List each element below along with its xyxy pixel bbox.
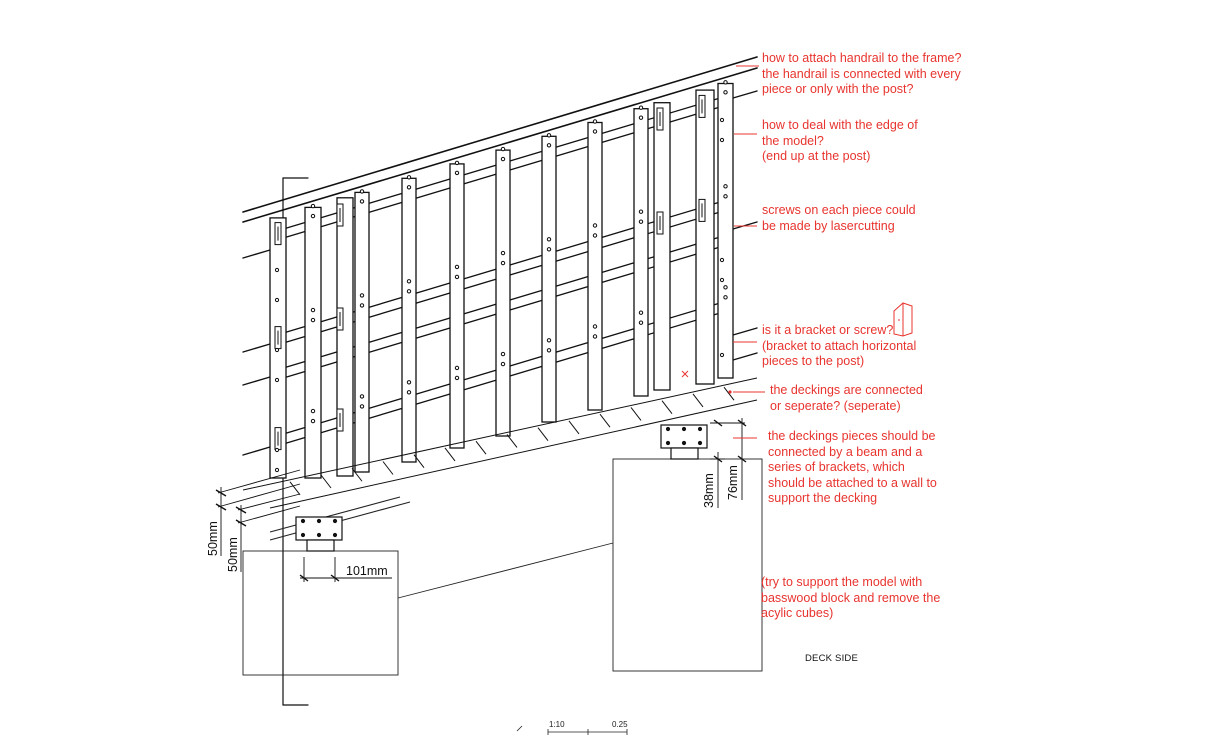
screw-hole: [407, 391, 410, 394]
screw-hole: [724, 185, 727, 188]
screw-hole: [547, 144, 550, 147]
screw-hole: [501, 352, 504, 355]
post: [337, 198, 353, 476]
screw-hole: [407, 381, 410, 384]
screw-hole: [724, 296, 727, 299]
screw-hole: [547, 339, 550, 342]
dim-76mm: 76mm: [726, 465, 740, 500]
screw-hole: [275, 378, 278, 381]
dim-ext-line: [238, 506, 300, 523]
note-model-edge: [762, 118, 918, 165]
dim-101mm: 101mm: [346, 564, 388, 578]
screw-hole: [407, 290, 410, 293]
note-line: basswood block and remove the: [761, 590, 941, 605]
note-line: the model?: [762, 133, 824, 148]
bolt-hole: [317, 519, 321, 523]
screw-hole: [501, 362, 504, 365]
decking-board-joint: [600, 414, 610, 427]
screw-hole: [407, 176, 410, 179]
decking-board-joint: [662, 401, 672, 414]
scale-label-left: 1:10: [549, 720, 565, 729]
screw-hole: [593, 120, 596, 123]
note-line: acylic cubes): [761, 606, 834, 621]
note-line: the handrail is connected with every: [762, 66, 961, 81]
decking-board-joint: [383, 461, 393, 474]
bolt-hole: [333, 519, 337, 523]
screw-hole: [639, 106, 642, 109]
screw-hole: [547, 238, 550, 241]
screw-hole: [639, 220, 642, 223]
screw-hole: [311, 409, 314, 412]
bolt-hole: [301, 533, 305, 537]
screw-hole: [407, 186, 410, 189]
dim-50mm-a: 50mm: [206, 521, 220, 556]
decking-board-joint: [724, 387, 734, 400]
screw-hole: [455, 366, 458, 369]
note-line: the deckings are connected: [770, 383, 923, 397]
screw-hole: [724, 195, 727, 198]
bolt-hole: [301, 519, 305, 523]
screw-hole: [311, 419, 314, 422]
note-deckings-connected: [770, 383, 923, 414]
screw-hole: [547, 349, 550, 352]
screw-hole: [311, 214, 314, 217]
screw-hole: [501, 251, 504, 254]
screw-hole: [360, 304, 363, 307]
support-beam-line: [398, 543, 613, 598]
rail-stub: [243, 250, 270, 258]
deck-side-label: DECK SIDE: [805, 653, 859, 664]
screw-hole: [275, 468, 278, 471]
note-line: (bracket to attach horizontal: [762, 338, 917, 353]
note-line: how to deal with the edge of: [762, 118, 918, 132]
screw-hole: [275, 268, 278, 271]
picket: [355, 192, 369, 472]
screw-hole: [455, 161, 458, 164]
screw-hole: [720, 278, 723, 281]
screw-hole: [547, 134, 550, 137]
picket: [305, 207, 321, 478]
screw-hole: [311, 318, 314, 321]
scale-label-right: 0.25: [612, 720, 628, 729]
screw-hole: [639, 116, 642, 119]
screw-hole: [639, 210, 642, 213]
screw-hole: [311, 204, 314, 207]
rail-stub: [243, 447, 270, 455]
rail-stub: [733, 328, 757, 335]
screw-hole: [720, 353, 723, 356]
picket: [634, 109, 648, 396]
screw-hole: [724, 91, 727, 94]
bolt-hole: [666, 441, 670, 445]
decking-board-joint: [476, 441, 486, 454]
note-line: support the decking: [768, 491, 878, 506]
bolt-hole: [698, 427, 702, 431]
screw-hole: [593, 130, 596, 133]
screw-hole: [593, 234, 596, 237]
screw-hole: [501, 147, 504, 150]
screw-hole: [311, 308, 314, 311]
screw-hole: [501, 261, 504, 264]
rail-stub: [243, 344, 270, 352]
screw-hole: [455, 376, 458, 379]
dim-50mm-b: 50mm: [226, 537, 240, 572]
bolt-hole: [698, 441, 702, 445]
decking-board-joint: [631, 407, 641, 420]
post: [696, 90, 714, 384]
picket: [496, 150, 510, 436]
screw-hole: [639, 321, 642, 324]
picket: [542, 136, 556, 422]
note-line: pieces to the post): [762, 354, 865, 369]
screw-hole: [360, 395, 363, 398]
leader-dot: [728, 390, 731, 393]
decking-board-joint: [693, 394, 703, 407]
note-line: (end up at the post): [762, 149, 871, 164]
note-line: piece or only with the post?: [762, 82, 914, 97]
note-line: the deckings pieces should be: [768, 429, 936, 443]
post: [654, 103, 670, 390]
dim-ext-line: [238, 494, 300, 510]
rail-stub: [733, 353, 757, 360]
screw-hole: [724, 81, 727, 84]
screw-hole: [593, 224, 596, 227]
scale-bar: [517, 726, 627, 735]
beam-bracket-right-base: [671, 448, 698, 459]
note-line: or seperate? (seperate): [770, 398, 901, 413]
bolt-hole: [682, 441, 686, 445]
note-bracket: [762, 323, 916, 370]
decking-board-joint: [290, 482, 300, 495]
dim-ext-line: [218, 470, 300, 493]
screw-hole: [360, 405, 363, 408]
screw-hole: [639, 311, 642, 314]
dim-38mm: 38mm: [702, 473, 716, 508]
screw-hole: [547, 248, 550, 251]
bolt-hole: [682, 427, 686, 431]
decking-board-joint: [445, 448, 455, 461]
decking-board-joint: [321, 475, 331, 488]
note-line: is it a bracket or screw?: [762, 323, 894, 337]
screw-hole: [360, 190, 363, 193]
note-support: [761, 575, 940, 622]
dim-ext-line: [218, 484, 300, 507]
decking-board-joint: [538, 428, 548, 441]
bolt-hole: [317, 533, 321, 537]
picket: [718, 84, 733, 379]
note-deckings-beam: [768, 429, 937, 507]
screw-hole: [360, 294, 363, 297]
screw-hole: [455, 265, 458, 268]
screw-hole: [724, 286, 727, 289]
beam-bracket-left-base: [307, 540, 334, 551]
note-line: screws on each piece could: [762, 203, 916, 217]
note-line: be made by lasercutting: [762, 218, 895, 233]
screw-hole: [275, 298, 278, 301]
picket: [402, 178, 416, 462]
bolt-hole: [666, 427, 670, 431]
screw-hole: [720, 118, 723, 121]
screw-hole: [593, 335, 596, 338]
screw-hole: [455, 275, 458, 278]
note-line: how to attach handrail to the frame?: [762, 51, 962, 65]
picket: [588, 123, 602, 411]
decking-board-joint: [569, 421, 579, 434]
note-line: should be attached to a wall to: [768, 475, 937, 490]
note-line: connected by a beam and a: [768, 444, 923, 459]
screw-hole: [720, 138, 723, 141]
screw-hole: [593, 325, 596, 328]
screw-hole: [720, 258, 723, 261]
decking-board-joint: [507, 434, 517, 447]
rail-stub: [733, 91, 757, 98]
screw-hole: [275, 348, 278, 351]
screw-hole: [501, 157, 504, 160]
note-screws: [762, 203, 916, 234]
note-line: (try to support the model with: [761, 575, 923, 589]
screw-hole: [360, 200, 363, 203]
screw-hole: [407, 280, 410, 283]
screw-hole: [275, 448, 278, 451]
bolt-hole: [333, 533, 337, 537]
picket: [450, 164, 464, 448]
note-handrail-attachment: [762, 51, 961, 98]
rail-stub: [243, 377, 270, 385]
note-line: series of brackets, which: [768, 460, 905, 475]
screw-hole: [455, 171, 458, 174]
